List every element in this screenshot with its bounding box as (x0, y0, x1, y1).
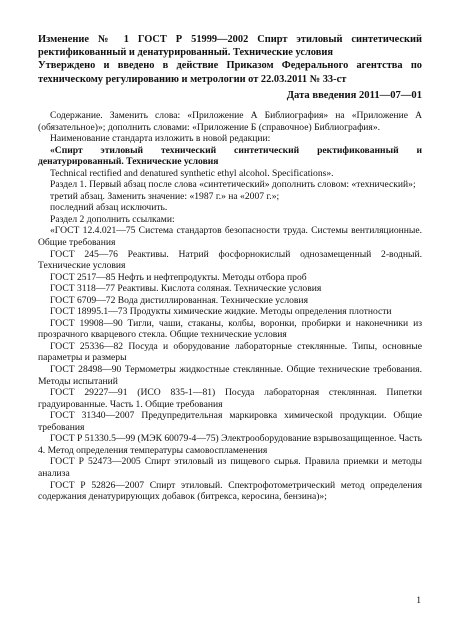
amendment-header (38, 33, 422, 86)
reference-item: ГОСТ 2517—85 Нефть и нефтепродукты. Методы отбора проб (50, 271, 307, 283)
paragraph-third-abzac: третий абзац. Заменить значение: «1987 г.» на «2007 г.»; (50, 190, 280, 202)
reference-item: ГОСТ 29227—91 (ИСО 835-1—81) Посуда лабораторная стеклянная. Пипетки градуированные. Часть 1. Общие требования (38, 387, 422, 410)
paragraph-section-2: Раздел 2 дополнить ссылками: (50, 213, 175, 225)
paragraph-new-title-ru: «Спирт этиловый технический синтетический ректификованный и денатурированный. Технические условия (38, 144, 422, 168)
paragraph-contents: Содержание. Заменить слова: «Приложение А Библиография» на «Приложение А (обязательное)»; дополнить словами: «Приложение Б (справочное) Библиография». (38, 110, 422, 133)
reference-item: ГОСТ 25336—82 Посуда и оборудование лабораторные стеклянные. Типы, основные параметры и размеры (38, 340, 422, 364)
reference-item: ГОСТ 31340—2007 Предупредительная маркировка химической продукции. Общие требования (38, 410, 422, 433)
reference-item: ГОСТ 19908—90 Тигли, чаши, стаканы, колбы, воронки, пробирки и наконечники из прозрачного кварцевого стекла. Общие технические условия (38, 317, 422, 341)
approval-statement: Утверждено и введено в действие Приказом Федерального агентства по техническому регулированию и метрологии от 22.03.2011 № 33-ст (38, 60, 422, 85)
amendment-title: Изменение № 1 ГОСТ Р 51999—2002 Спирт этиловый синтетический ректификованный и денатурированный. Технические условия (38, 34, 422, 59)
paragraph-last-abzac: последний абзац исключить. (50, 202, 168, 214)
reference-item: ГОСТ Р 52826—2007 Спирт этиловый. Спектрофотометрический метод определения содержания денатурирующих добавок (битрекса, керосина, бензина)»; (38, 479, 422, 503)
reference-item: ГОСТ Р 52473—2005 Спирт этиловый из пищевого сырья. Правила приемки и методы анализа (38, 456, 422, 479)
reference-item: ГОСТ 28498—90 Термометры жидкостные стеклянные. Общие технические требования. Методы испытаний (38, 364, 422, 387)
paragraph-title-change: Наименование стандарта изложить в новой редакции: (50, 133, 271, 145)
paragraph-new-title-en: Technical rectified and denatured synthetic ethyl alcohol. Specifications». (50, 167, 334, 179)
reference-item: ГОСТ Р 51330.5—99 (МЭК 60079-4—75) Электрооборудование взрывозащищенное. Часть 4. Метод определения температуры самовоспламенения (38, 433, 423, 456)
reference-item: «ГОСТ 12.4.021—75 Система стандартов безопасности труда. Системы вентиляционные. Общие требования (38, 225, 422, 249)
reference-item: ГОСТ 18995.1—73 Продукты химические жидкие. Методы определения плотности (50, 306, 392, 318)
amendment-body (38, 110, 422, 503)
reference-item: ГОСТ 6709—72 Вода дистиллированная. Технические условия (50, 294, 308, 306)
effective-date: Дата введения 2011—07—01 (286, 90, 422, 101)
paragraph-section-1: Раздел 1. Первый абзац после слова «синтетический» дополнить словом: «технический»; (50, 179, 416, 191)
reference-item: ГОСТ 245—76 Реактивы. Натрий фосфорнокислый однозамещенный 2-водный. Технические условия (38, 248, 422, 272)
page-number: 1 (416, 595, 421, 606)
reference-item: ГОСТ 3118—77 Реактивы. Кислота соляная. Технические условия (50, 283, 322, 295)
